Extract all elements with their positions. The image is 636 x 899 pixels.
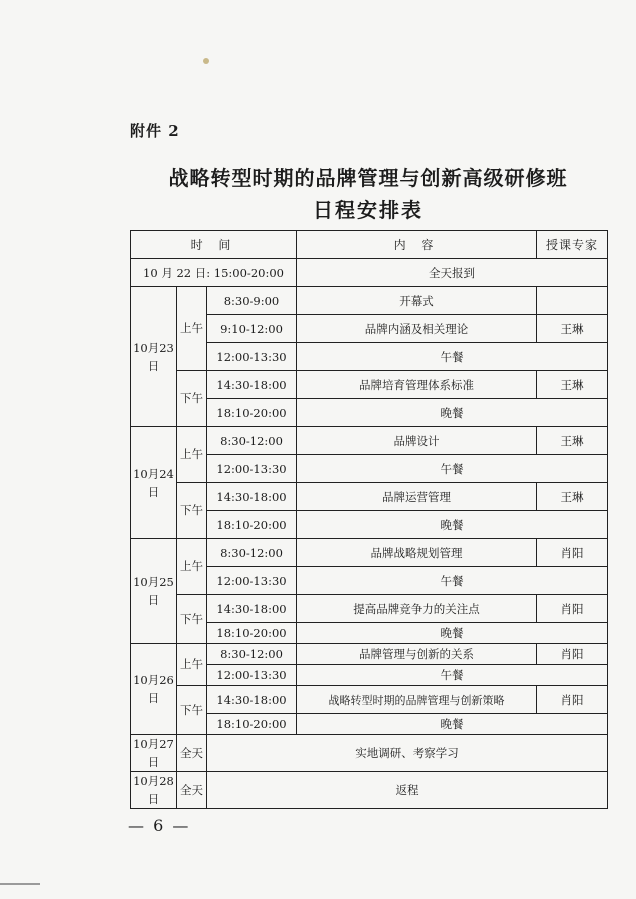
time-cell: 8:30-12:00	[207, 539, 297, 567]
date-cell: 10月27日	[131, 735, 177, 772]
table-row	[131, 427, 608, 455]
margin-rule	[0, 883, 40, 885]
pm-cell: 下午	[177, 686, 207, 735]
content-cell: 开幕式	[297, 287, 537, 315]
table-row	[131, 644, 608, 665]
table-row	[131, 539, 608, 567]
content-cell: 品牌培育管理体系标准	[297, 371, 537, 399]
time-cell: 12:00-13:30	[207, 665, 297, 686]
am-cell: 上午	[177, 644, 207, 686]
expert-cell: 肖阳	[537, 539, 608, 567]
content-cell: 午餐	[297, 343, 608, 371]
expert-cell: 王琳	[537, 371, 608, 399]
table-row	[131, 772, 608, 809]
content-cell: 品牌运营管理	[297, 483, 537, 511]
content-cell: 晚餐	[297, 714, 608, 735]
content-cell: 午餐	[297, 455, 608, 483]
time-cell: 18:10-20:00	[207, 623, 297, 644]
content-cell: 全天报到	[297, 259, 608, 287]
table-row	[131, 735, 608, 772]
time-cell: 18:10-20:00	[207, 511, 297, 539]
header-time: 时 间	[131, 231, 297, 259]
date-cell: 10月23日	[131, 287, 177, 427]
expert-cell: 王琳	[537, 427, 608, 455]
table-row	[131, 483, 608, 511]
content-cell: 晚餐	[297, 399, 608, 427]
time-cell: 8:30-12:00	[207, 644, 297, 665]
table-row	[131, 287, 608, 315]
date-cell: 10月25日	[131, 539, 177, 644]
page-number: — 6 —	[128, 816, 191, 835]
annex-label: 附件 2	[130, 122, 180, 140]
table-row	[131, 686, 608, 714]
header-content: 内 容	[297, 231, 537, 259]
expert-cell: 王琳	[537, 315, 608, 343]
pm-cell: 下午	[177, 483, 207, 539]
expert-cell: 王琳	[537, 483, 608, 511]
document-title: 战略转型时期的品牌管理与创新高级研修班	[168, 166, 568, 190]
pm-cell: 下午	[177, 371, 207, 427]
time-cell: 10 月 22 日: 15:00-20:00	[131, 259, 297, 287]
time-cell: 18:10-20:00	[207, 714, 297, 735]
ink-spot	[203, 58, 209, 64]
time-cell: 14:30-18:00	[207, 483, 297, 511]
date-cell: 10月28日	[131, 772, 177, 809]
table-row	[131, 595, 608, 623]
time-cell: 14:30-18:00	[207, 686, 297, 714]
content-cell: 品牌内涵及相关理论	[297, 315, 537, 343]
time-cell: 8:30-12:00	[207, 427, 297, 455]
allday-cell: 全天	[177, 772, 207, 809]
content-cell: 品牌战略规划管理	[297, 539, 537, 567]
time-cell: 12:00-13:30	[207, 455, 297, 483]
table-row	[131, 259, 608, 287]
expert-cell: 肖阳	[537, 595, 608, 623]
time-cell: 12:00-13:30	[207, 343, 297, 371]
content-cell: 午餐	[297, 665, 608, 686]
am-cell: 上午	[177, 287, 207, 371]
am-cell: 上午	[177, 539, 207, 595]
allday-cell: 全天	[177, 735, 207, 772]
content-cell: 晚餐	[297, 623, 608, 644]
expert-cell	[537, 287, 608, 315]
expert-cell: 肖阳	[537, 644, 608, 665]
time-cell: 12:00-13:30	[207, 567, 297, 595]
time-cell: 18:10-20:00	[207, 399, 297, 427]
content-cell: 品牌管理与创新的关系	[297, 644, 537, 665]
pm-cell: 下午	[177, 595, 207, 644]
date-cell: 10月24日	[131, 427, 177, 539]
am-cell: 上午	[177, 427, 207, 483]
content-cell: 战略转型时期的品牌管理与创新策略	[297, 686, 537, 714]
content-cell: 提高品牌竞争力的关注点	[297, 595, 537, 623]
time-cell: 14:30-18:00	[207, 595, 297, 623]
time-cell: 9:10-12:00	[207, 315, 297, 343]
time-cell: 14:30-18:00	[207, 371, 297, 399]
table-header-row	[131, 231, 608, 259]
time-cell: 8:30-9:00	[207, 287, 297, 315]
content-cell: 返程	[207, 772, 608, 809]
table-row	[131, 371, 608, 399]
header-expert: 授课专家	[537, 231, 608, 259]
schedule-table	[130, 230, 608, 809]
content-cell: 晚餐	[297, 511, 608, 539]
content-cell: 实地调研、考察学习	[207, 735, 608, 772]
date-cell: 10月26日	[131, 644, 177, 735]
expert-cell: 肖阳	[537, 686, 608, 714]
content-cell: 午餐	[297, 567, 608, 595]
document-subtitle: 日程安排表	[313, 198, 423, 222]
content-cell: 品牌设计	[297, 427, 537, 455]
